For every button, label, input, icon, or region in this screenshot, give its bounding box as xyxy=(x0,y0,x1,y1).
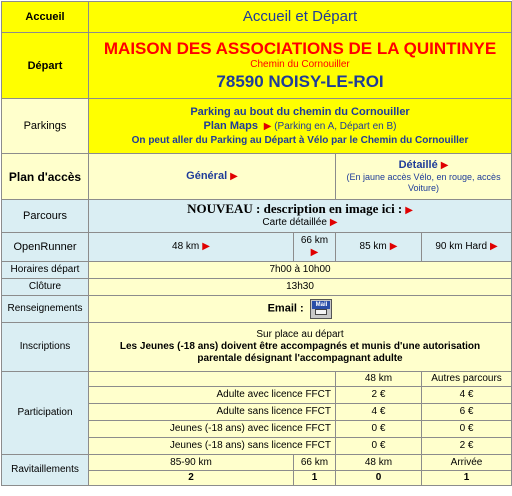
participation-48-value: 4 € xyxy=(336,404,422,421)
plan-detaille-cell xyxy=(336,154,512,200)
renseignements-cell xyxy=(89,296,512,323)
label-accueil: Accueil xyxy=(2,2,89,33)
participation-autres-value: 4 € xyxy=(422,387,512,404)
ravito-value: 2 xyxy=(89,471,294,486)
openrunner-66[interactable] xyxy=(294,233,336,262)
label-ravitaillements: Ravitaillements xyxy=(2,455,89,486)
participation-row-label: Adulte avec licence FFCT xyxy=(89,387,336,404)
participation-autres-value: 0 € xyxy=(422,421,512,438)
label-renseignements: Renseignements xyxy=(2,296,89,323)
page-title: Accueil et Départ xyxy=(89,2,512,33)
city: 78590 NOISY-LE-ROI xyxy=(216,71,384,91)
ravito-value: 1 xyxy=(294,471,336,486)
participation-row-label: Jeunes (-18 ans) avec licence FFCT xyxy=(89,421,336,438)
label-inscriptions: Inscriptions xyxy=(2,323,89,372)
label-participation: Participation xyxy=(2,372,89,455)
plan-maps-link[interactable]: Plan Maps xyxy=(203,120,258,132)
label-parcours: Parcours xyxy=(2,200,89,233)
label-parkings: Parkings xyxy=(2,99,89,154)
participation-row-label: Jeunes (-18 ans) sans licence FFCT xyxy=(89,438,336,455)
mail-icon[interactable]: Mail xyxy=(310,299,332,319)
participation-48-value: 0 € xyxy=(336,438,422,455)
openrunner-48[interactable] xyxy=(89,233,294,262)
ravito-value: 1 xyxy=(422,471,512,486)
participation-col-autres: Autres parcours xyxy=(422,372,512,387)
org-name: MAISON DES ASSOCIATIONS DE LA QUINTINYE xyxy=(103,38,497,58)
play-arrow-icon[interactable]: ▶ xyxy=(440,160,449,171)
participation-48-value: 0 € xyxy=(336,421,422,438)
play-arrow-icon[interactable]: ▶ xyxy=(329,217,338,228)
label-horaires: Horaires départ xyxy=(2,262,89,279)
plan-maps-note: (Parking en A, Départ en B) xyxy=(274,121,397,132)
carte-link[interactable]: Carte détaillée xyxy=(262,217,327,228)
label-cloture: Clôture xyxy=(2,279,89,296)
participation-48-value: 2 € xyxy=(336,387,422,404)
ravito-header: 48 km xyxy=(336,455,422,471)
parkings-info xyxy=(89,99,512,154)
address-block xyxy=(89,33,512,99)
openrunner-90[interactable] xyxy=(422,233,512,262)
participation-autres-value: 2 € xyxy=(422,438,512,455)
label-openrunner: OpenRunner xyxy=(2,233,89,262)
participation-col-48: 48 km xyxy=(336,372,422,387)
inscriptions-line1: Sur place au départ xyxy=(256,329,344,340)
label-depart: Départ xyxy=(2,33,89,99)
play-arrow-icon[interactable]: ▶ xyxy=(310,247,319,258)
ravito-header: 66 km xyxy=(294,455,336,471)
label-plan-acces: Plan d'accès xyxy=(2,154,89,200)
plan-detaille-link[interactable]: Détaillé xyxy=(398,159,438,171)
horaires-value: 7h00 à 10h00 xyxy=(89,262,512,279)
play-arrow-icon[interactable]: ▶ xyxy=(405,205,413,216)
openrunner-48-link[interactable]: 48 km xyxy=(172,241,200,252)
openrunner-85[interactable] xyxy=(336,233,422,262)
plan-general-cell xyxy=(89,154,336,200)
inscriptions-info xyxy=(89,323,512,372)
play-arrow-icon[interactable]: ▶ xyxy=(389,241,398,252)
ravito-header: 85-90 km xyxy=(89,455,294,471)
ravito-value: 0 xyxy=(336,471,422,486)
play-arrow-icon[interactable]: ▶ xyxy=(202,241,210,252)
participation-autres-value: 6 € xyxy=(422,404,512,421)
parcours-info xyxy=(89,200,512,233)
street: Chemin du Cornouiller xyxy=(250,58,350,70)
nouveau-text: NOUVEAU : description en image ici : xyxy=(187,201,403,216)
parkings-line1: Parking au bout du chemin du Cornouiller xyxy=(190,106,410,118)
participation-header-empty xyxy=(89,372,336,387)
inscriptions-line2: Les Jeunes (-18 ans) doivent être accompagnés et munis d'une autorisation parentale désignant l'accompagnant adulte xyxy=(119,341,481,364)
bike-note: On peut aller du Parking au Départ à Vélo par le Chemin du Cornouiller xyxy=(131,135,469,146)
participation-row-label: Adulte sans licence FFCT xyxy=(89,404,336,421)
plan-detaille-note: (En jaune accès Vélo, en rouge, accès Voiture) xyxy=(346,172,501,193)
info-table xyxy=(1,1,512,486)
openrunner-90-link[interactable]: 90 km Hard xyxy=(435,241,488,252)
play-arrow-icon[interactable]: ▶ xyxy=(263,121,272,132)
play-arrow-icon[interactable]: ▶ xyxy=(490,241,498,252)
openrunner-85-link[interactable]: 85 km xyxy=(359,241,387,252)
email-label: Email : xyxy=(267,302,304,315)
ravito-header: Arrivée xyxy=(422,455,512,471)
openrunner-66-link[interactable]: 66 km xyxy=(300,235,329,246)
cloture-value: 13h30 xyxy=(89,279,512,296)
plan-general-link[interactable]: Général xyxy=(186,170,228,182)
play-arrow-icon[interactable]: ▶ xyxy=(230,171,238,182)
